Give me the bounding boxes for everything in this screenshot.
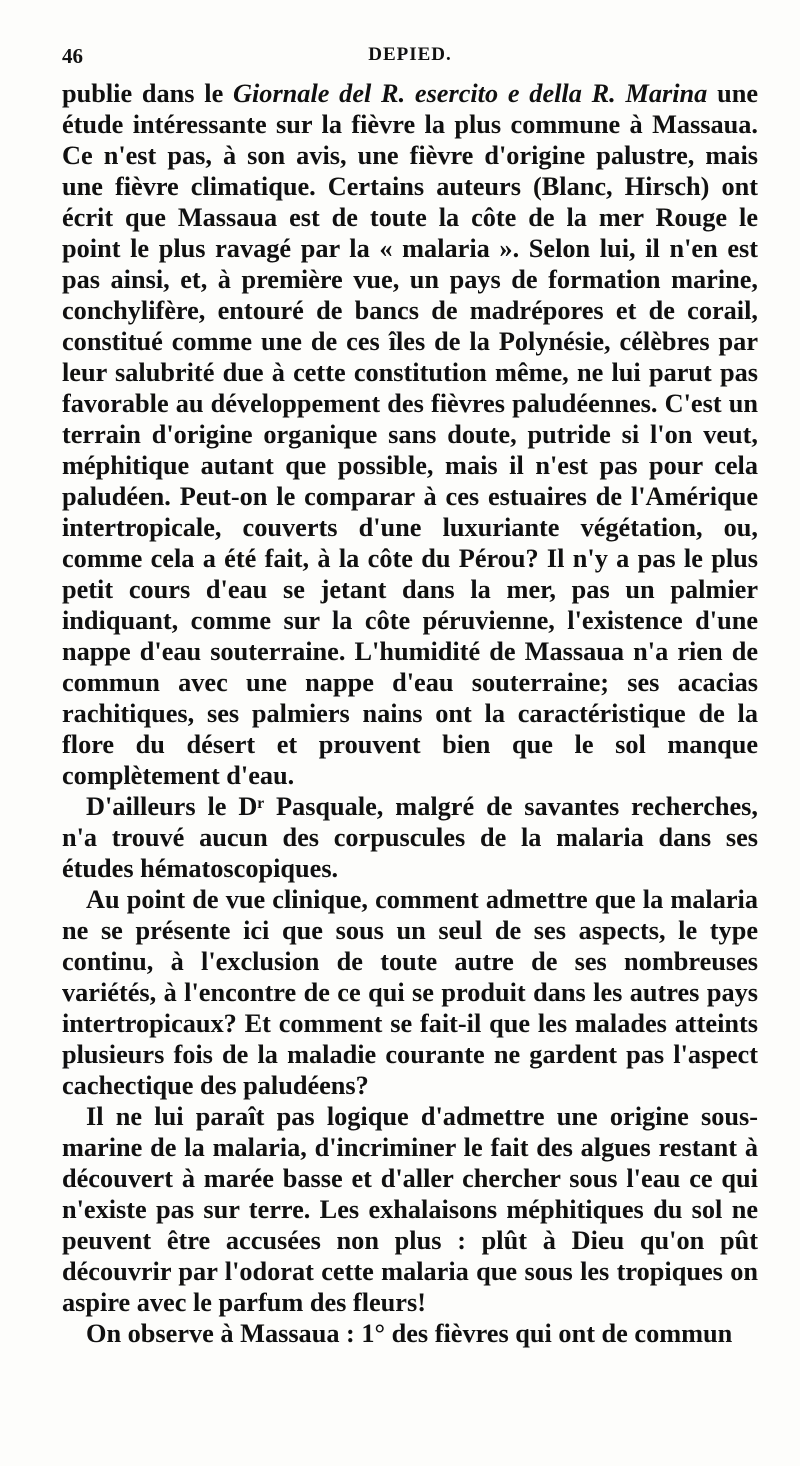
paragraph-2: D'ailleurs le Dʳ Pasquale, malgré de savantes recherches, n'a trouvé aucun des corpuscules de la malaria dans ses études hématoscopiques. bbox=[62, 792, 758, 883]
running-title: DEPIED. bbox=[368, 44, 452, 65]
paragraph-3: Au point de vue clinique, comment admettre que la malaria ne se présente ici que sous un seul de ses aspects, le type continu, à l'exclusion de toute autre de ses nombreuses variétés, à l'encontre de ce qui se produit dans les autres pays intertropicaux? Et comment se fait-il que les malades atteints plusieurs fois de la maladie courante ne gardent pas l'aspect cachectique des paludéens? bbox=[62, 885, 758, 1100]
paragraph-1 bbox=[62, 78, 758, 791]
page-number: 46 bbox=[62, 44, 83, 68]
paragraph-5: On observe à Massaua : 1° des fièvres qui ont de commun bbox=[86, 1319, 733, 1348]
journal-title: Giornale del R. esercito e della R. Marina bbox=[233, 79, 708, 108]
paragraph-4: Il ne lui paraît pas logique d'admettre une origine sous-marine de la malaria, d'incriminer le fait des algues restant à découvert à marée basse et d'aller chercher sous l'eau ce qui n'existe pas sur terre. Les exhalaisons méphitiques du sol ne peuvent être accusées non plus : plût à Dieu qu'on pût découvrir par l'odorat cette malaria que sous les tropiques on aspire avec le parfum des fleurs! bbox=[62, 1102, 758, 1317]
paragraph-1-intro: publie dans le bbox=[62, 79, 233, 108]
running-head bbox=[62, 44, 758, 72]
paragraph-1-body: une étude intéressante sur la fièvre la plus commune à Massaua. Ce n'est pas, à son avis, une fièvre d'origine palustre, mais une fièvre climatique. Certains auteurs (Blanc, Hirsch) ont écrit que Massaua est de toute la côte de la mer Rouge le point le plus ravagé par la « malaria ». Selon lui, il n'en est pas ainsi, et, à première vue, un pays de formation marine, conchylifère, entouré de bancs de madrépores et de corail, constitué comme une de ces îles de la Polynésie, célèbres par leur salubrité due à cette constitution même, ne lui parut pas favorable au développement des fièvres paludéennes. C'est un terrain d'origine organique sans doute, putride si l'on veut, méphitique autant que possible, mais il n'est pas pour cela paludéen. Peut-on le comparar à ces estuaires de l'Amérique intertropicale, couverts d'une luxuriante végétation, ou, comme cela a été fait, à la côte du Pérou? Il n'y a pas le plus petit cours d'eau se jetant dans la mer, pas un palmier indiquant, comme sur la côte péruvienne, l'existence d'une nappe d'eau souterraine. L'humidité de Massaua n'a rien de commun avec une nappe d'eau souterraine; ses acacias rachitiques, ses palmiers nains ont la caractéristique de la flore du désert et prouvent bien que le sol manque complètement d'eau. bbox=[62, 79, 758, 790]
body-text bbox=[62, 78, 758, 1349]
